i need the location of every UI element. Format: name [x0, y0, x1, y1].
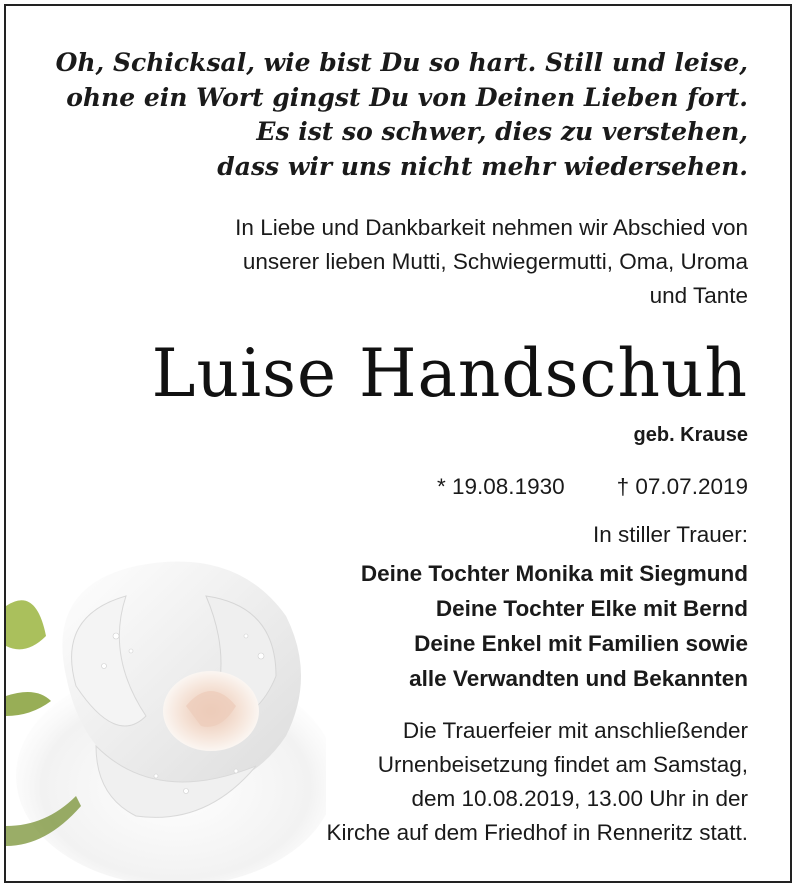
mourner-line: Deine Enkel mit Familien sowie — [414, 631, 748, 656]
intro-line: und Tante — [649, 283, 748, 308]
poem-line: Oh, Schicksal, wie bist Du so hart. Still und leise, — [55, 48, 748, 77]
white-rose-icon — [6, 526, 326, 883]
deceased-name: Luise Handschuh — [151, 335, 748, 412]
poem-line: ohne ein Wort gingst Du von Deinen Lieben fort. — [66, 82, 748, 112]
mourners-list — [361, 556, 748, 696]
service-line: dem 10.08.2019, 13.00 Uhr in der — [411, 786, 748, 811]
farewell-intro — [235, 211, 748, 313]
intro-line: In Liebe und Dankbarkeit nehmen wir Abschied von — [235, 215, 748, 240]
poem — [56, 46, 748, 184]
mourners-heading: In stiller Trauer: — [592, 522, 748, 547]
funeral-service-info — [327, 714, 748, 850]
service-line: Urnenbeisetzung findet am Samstag, — [377, 752, 748, 777]
mourner-line: Deine Tochter Elke mit Bernd — [435, 596, 748, 621]
intro-line: unserer lieben Mutti, Schwiegermutti, Oma, Uroma — [242, 249, 748, 274]
poem-line: dass wir uns nicht mehr wiedersehen. — [217, 151, 748, 181]
death-date: † 07.07.2019 — [616, 474, 748, 499]
service-line: Die Trauerfeier mit anschließender — [402, 718, 748, 743]
poem-line: Es ist so schwer, dies zu verstehen, — [256, 117, 748, 146]
service-line: Kirche auf dem Friedhof in Renneritz statt. — [326, 820, 748, 845]
mourner-line: Deine Tochter Monika mit Siegmund — [360, 561, 748, 586]
maiden-name: geb. Krause — [633, 424, 748, 446]
life-dates — [437, 471, 748, 503]
obituary-card — [4, 4, 792, 883]
mourner-line: alle Verwandten und Bekannten — [409, 666, 748, 691]
birth-date: * 19.08.1930 — [437, 474, 565, 499]
